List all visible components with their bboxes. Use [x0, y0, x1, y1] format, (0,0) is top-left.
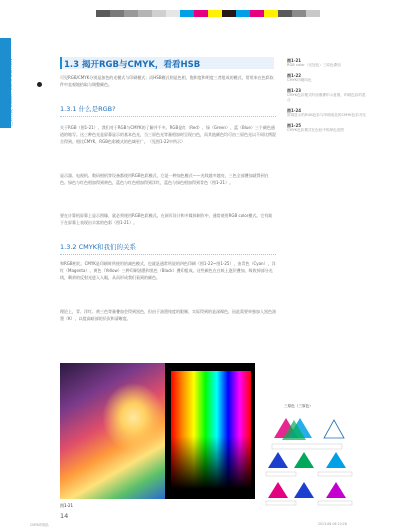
color-spectrum-image — [165, 363, 255, 499]
prism-light-image — [60, 363, 165, 499]
color-swatch — [138, 10, 152, 17]
subsection-heading-rgb: 1.3.1 什么是RGB? — [60, 105, 116, 113]
diagram-title: 三原色（三原色） — [284, 404, 313, 408]
triangle-mixing-svg — [262, 398, 372, 508]
footer-right: 2013-08-06 10:28 — [318, 522, 347, 526]
rgb-mixing-diagrams — [262, 398, 372, 508]
subsection-heading-cmyk: 1.3.2 CMYK和我们的关系 — [60, 243, 136, 251]
color-swatch — [264, 10, 278, 17]
page-number: 14 — [60, 512, 69, 520]
chapter-bullet-icon — [37, 82, 42, 87]
section-title: 1.3 揭开RGB与CMYK，看看HSB — [64, 60, 201, 70]
figure-captions — [287, 58, 367, 138]
rgb-paragraph-2: 显示器、电视机、数码相机等设备都使用RGB色彩模式，它是一种加色模式——光线越多越亮，三色全部叠加就得到白色。绿色与红色相加得到黄色，蓝色与红色相加得到洋红，蓝色与绿色相加得到青色（图1-21）。 — [60, 173, 269, 185]
caption-item: 图1-23 CMYK色彩模式的油墨叠印示意图，印刷色彩的混合 — [287, 88, 366, 102]
color-swatch — [222, 10, 236, 17]
color-swatch — [306, 10, 320, 17]
caption-item: 图1-22 CMYK印刷四色 — [287, 73, 312, 82]
color-swatch — [292, 10, 306, 17]
color-swatch — [166, 10, 180, 17]
photo-caption: 图1-21 — [60, 503, 74, 508]
color-registration-bar — [96, 10, 320, 17]
color-swatch — [124, 10, 138, 17]
heading-rule — [60, 254, 276, 255]
prism-spectrum-photo — [60, 363, 255, 499]
color-swatch — [250, 10, 264, 17]
color-swatch — [96, 10, 110, 17]
caption-item: 图1-25 CMYK色彩模式在色轮中的颜色范围 — [287, 123, 344, 132]
footer-left: CMYK印刷品 — [30, 523, 49, 527]
heading-rule — [60, 116, 276, 117]
rgb-paragraph-3: 要在计算机屏幕上显示图像，就必须使用RGB色彩模式。在网页设计和多媒体制作中，通常使用RGB color模式。它有助于在屏幕上表现出丰富的色彩（图1-21）。 — [60, 213, 273, 225]
color-swatch — [236, 10, 250, 17]
rgb-paragraph-1: 关于RGB（图1-21），我们对于RGB与CMYK的了解并不多。RGB是红（Red）、绿（Green）、蓝（Blue）三个颜色通道的缩写。这三种色光是屏幕显示的基本色光，当三原色光等量相加时呈现白色，而其他颜色均可由三原色光以不同比例混合得到。相比CMYK，RGB色彩模式的色域更广。（见图1-22中所示） — [60, 125, 276, 144]
color-swatch — [180, 10, 194, 17]
color-swatch — [208, 10, 222, 17]
cmyk-paragraph-2: 理论上，青、洋红、黄三色等量叠加会得到黑色，但由于油墨纯度的限制，实际得到的是深褐色，因此需要单独加入黑色油墨（K），以提高暗部的层次和清晰度。 — [60, 309, 276, 321]
cmyk-paragraph-1: 和RGB相比，CMYK是印刷时所使用的减色模式，也就是通常所说的四色印刷（图1-22~图1-25），由青色（Cyan）、洋红（Magenta）、黄色（Yellow）三种印刷油墨和黑色（Black）叠印组成。这些颜色在白纸上逐层叠加，吸收掉部分光线，剩余的反射光进入人眼，从而形成我们看到的颜色。 — [60, 261, 276, 280]
chapter-side-label: 色彩构成 COLOR COMPOSITION — [8, 58, 13, 126]
color-swatch — [110, 10, 124, 17]
color-swatch — [152, 10, 166, 17]
color-swatch — [278, 10, 292, 17]
intro-paragraph: 可见RGB/CMYK分别是加色的光模式与印刷模式；而HSB模式则是色相、饱和度和明度三者组成的模式，常用来在色彩软件中直观地拾取与调整颜色。 — [60, 75, 274, 87]
caption-item: 图1-21 RGB color（光加色）三原色叠加 — [287, 58, 341, 67]
caption-item: 图1-24 屏幕显示的RGB色彩与印刷成品的CMYK色彩对比 — [287, 108, 367, 117]
color-swatch — [194, 10, 208, 17]
